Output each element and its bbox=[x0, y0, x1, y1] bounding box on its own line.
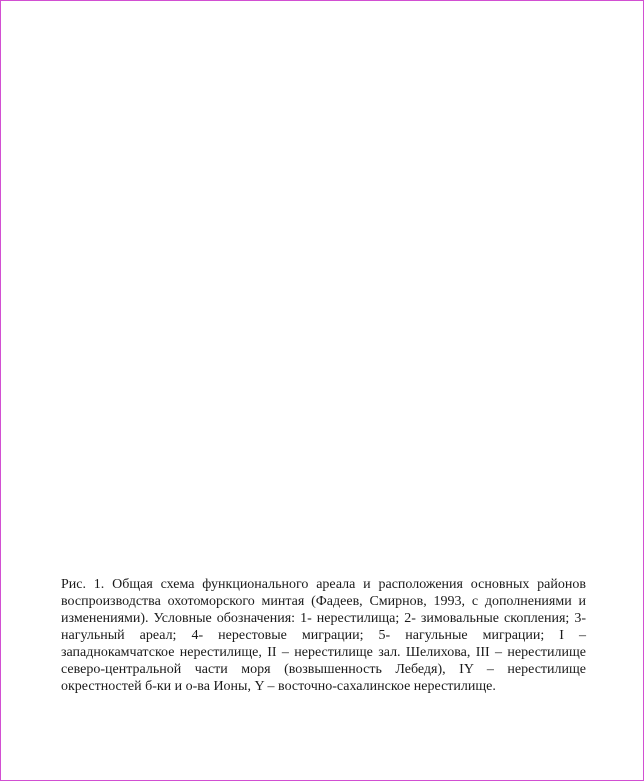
figure-caption: Рис. 1. Общая схема функционального ареала и расположения основных районов воспроизводства охотоморского минтая (Фадеев, Смирнов, 1993, с дополнениями и изменениями). Условные обозначения: 1- нерестилища; 2- зимовальные скопления; 3-нагульный ареал; 4- нерестовые миграции; 5- нагульные миграции; I – западнокамчатское нерестилище, II – нерестилище зал. Шелихова, III – нерестилище северо-центральной части моря (возвышенность Лебедя), IY – нерестилище окрестностей б-ки и о-ва Ионы, Y – восточно-сахалинское нерестилище. bbox=[61, 577, 586, 694]
figure-placeholder bbox=[61, 21, 586, 566]
